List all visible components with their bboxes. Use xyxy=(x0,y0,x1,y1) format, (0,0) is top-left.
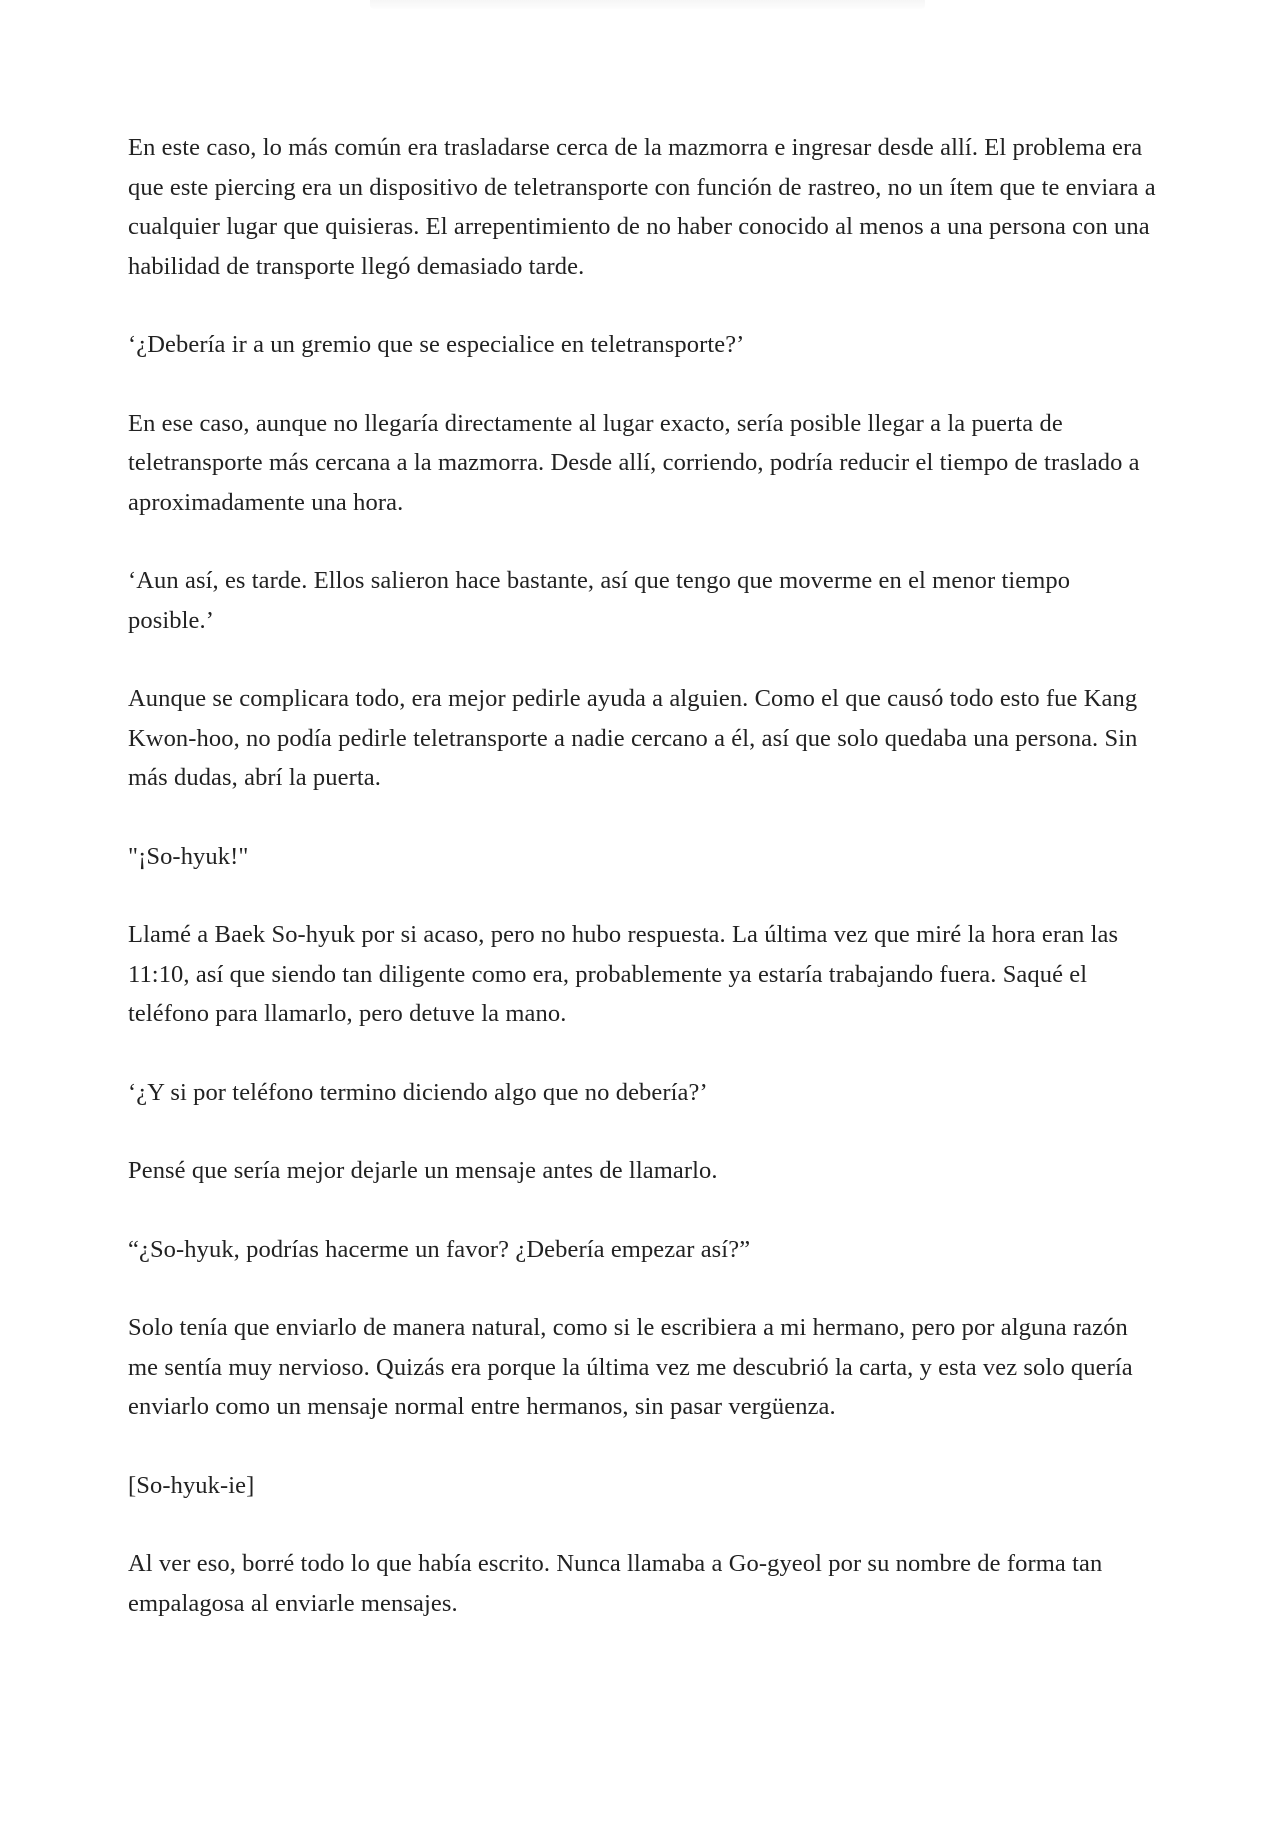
paragraph-thought: ‘Aun así, es tarde. Ellos salieron hace bastante, así que tengo que moverme en el menor tiempo posible.’ xyxy=(128,567,1071,634)
paragraph-thought: ‘¿Debería ir a un gremio que se especialice en teletransporte?’ xyxy=(128,331,745,358)
paragraph: Al ver eso, borré todo lo que había escrito. Nunca llamaba a Go-gyeol por su nombre de forma tan empalagosa al enviarle mensajes. xyxy=(128,1550,1103,1617)
paragraph-dialogue: “¿So-hyuk, podrías hacerme un favor? ¿Debería empezar así?” xyxy=(128,1235,751,1263)
paragraph: Llamé a Baek So-hyuk por si acaso, pero no hubo respuesta. La última vez que miré la hora eran las 11:10, así que siendo tan diligente como era, probablemente ya estaría trabajando fuera. Saqué el teléfono para llamarlo, pero detuve la mano. xyxy=(128,921,1119,1027)
paragraph: Aunque se complicara todo, era mejor pedirle ayuda a alguien. Como el que causó todo esto fue Kang Kwon-hoo, no podía pedirle teletransporte a nadie cercano a él, así que solo quedaba una persona. Sin más dudas, abrí la puerta. xyxy=(128,685,1138,791)
document-body xyxy=(128,128,1158,1662)
paragraph: En ese caso, aunque no llegaría directamente al lugar exacto, sería posible llegar a la puerta de teletransporte más cercana a la mazmorra. Desde allí, corriendo, podría reducir el tiempo de traslado a aproximadamente una hora. xyxy=(128,409,1140,516)
top-toolbar-shadow xyxy=(370,0,925,9)
paragraph-thought: ‘¿Y si por teléfono termino diciendo algo que no debería?’ xyxy=(128,1078,708,1106)
paragraph-dialogue: "¡So-hyuk!" xyxy=(128,842,249,870)
paragraph: En este caso, lo más común era trasladarse cerca de la mazmorra e ingresar desde allí. El problema era que este piercing era un dispositivo de teletransporte con función de rastreo, no un ítem que te enviara a cualquier lugar que quisieras. El arrepentimiento de no haber conocido al menos a una persona con una habilidad de transporte llegó demasiado tarde. xyxy=(128,134,1156,280)
paragraph-message: [So-hyuk-ie] xyxy=(128,1471,255,1499)
paragraph: Solo tenía que enviarlo de manera natural, como si le escribiera a mi hermano, pero por alguna razón me sentía muy nervioso. Quizás era porque la última vez me descubrió la carta, y esta vez solo quería enviarlo como un mensaje normal entre hermanos, sin pasar vergüenza. xyxy=(128,1314,1133,1420)
paragraph: Pensé que sería mejor dejarle un mensaje antes de llamarlo. xyxy=(128,1157,718,1184)
